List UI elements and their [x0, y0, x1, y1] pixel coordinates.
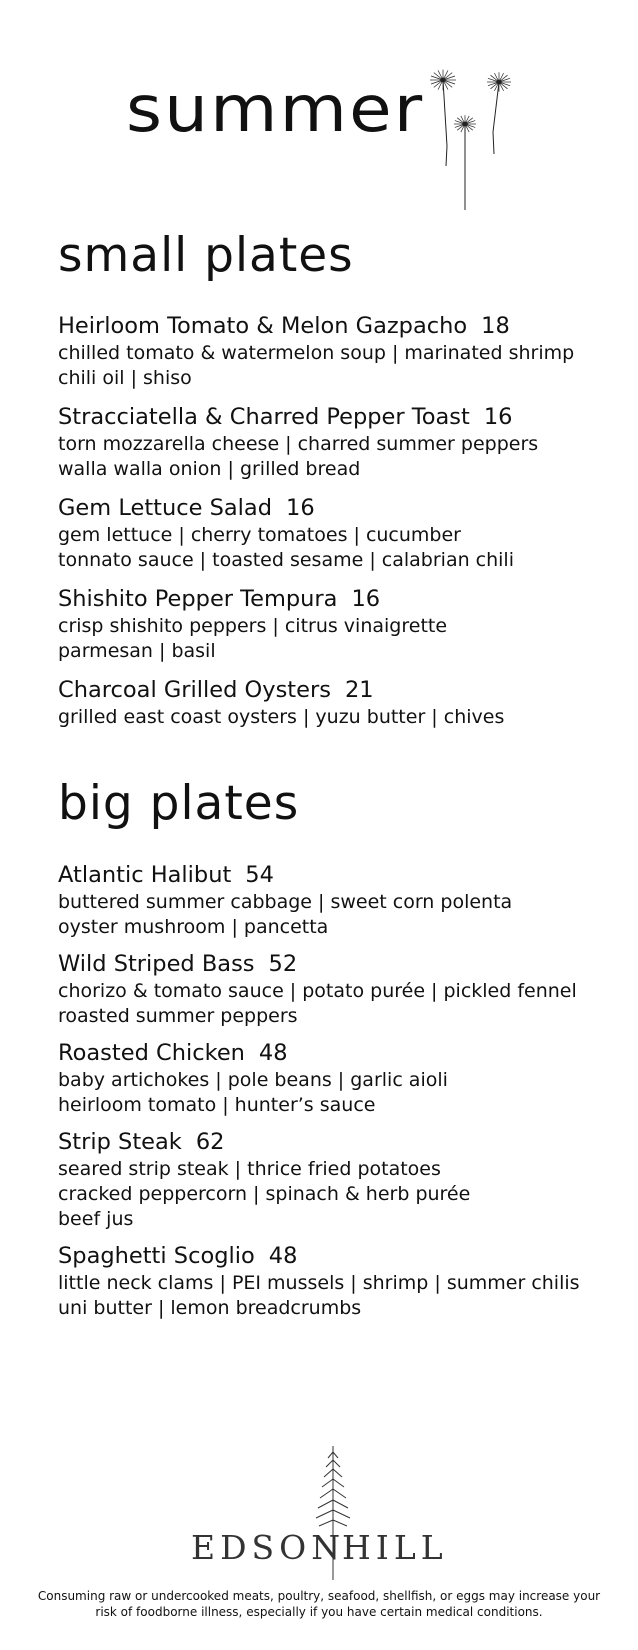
item-price: 16: [286, 495, 315, 521]
menu-item: [58, 312, 628, 391]
item-description: chilled tomato & watermelon soup | marinated shrimp: [58, 342, 575, 364]
menu-item: [58, 676, 628, 730]
item-description: parmesan | basil: [58, 640, 216, 662]
item-name: Stracciatella & Charred Pepper Toast: [58, 404, 470, 430]
item-price: 21: [344, 677, 374, 703]
item-price: 52: [268, 951, 298, 977]
menu-item: [58, 950, 628, 1029]
disclaimer-line: Consuming raw or undercooked meats, poultry, seafood, shellfish, or eggs may increase your: [37, 1589, 601, 1603]
logo-word-hill: HILL: [342, 1528, 448, 1567]
item-description: crisp shishito peppers | citrus vinaigrette: [58, 615, 448, 637]
item-name: Wild Striped Bass: [58, 951, 255, 977]
item-price: 16: [351, 586, 381, 612]
item-price: 48: [258, 1040, 288, 1066]
item-description: grilled east coast oysters | yuzu butter | chives: [58, 706, 505, 728]
item-price: 48: [268, 1243, 298, 1269]
item-name: Roasted Chicken: [58, 1040, 245, 1066]
big-plates-list: [58, 861, 628, 1321]
item-description: heirloom tomato | hunter’s sauce: [58, 1094, 376, 1116]
item-description: beef jus: [58, 1208, 134, 1230]
food-safety-disclaimer: [30, 1588, 608, 1620]
item-description: gem lettuce | cherry tomatoes | cucumber: [58, 524, 461, 546]
dandelion-illustration: [425, 66, 575, 212]
item-description: tonnato sauce | toasted sesame | calabrian chili: [58, 549, 514, 571]
item-price: 54: [245, 862, 274, 888]
item-description: little neck clams | PEI mussels | shrimp | summer chilis: [58, 1272, 580, 1294]
item-description: chorizo & tomato sauce | potato purée | pickled fennel: [58, 980, 577, 1002]
menu-item: [58, 494, 628, 573]
item-name: Spaghetti Scoglio: [58, 1243, 255, 1269]
menu-item: [58, 403, 628, 482]
item-name: Shishito Pepper Tempura: [58, 586, 338, 612]
menu-title: summer: [126, 73, 425, 147]
item-description: buttered summer cabbage | sweet corn polenta: [58, 891, 513, 913]
item-price: 62: [195, 1129, 225, 1155]
disclaimer-line: risk of foodborne illness, especially if you have certain medical conditions.: [95, 1605, 543, 1619]
item-price: 16: [483, 404, 513, 430]
logo-word-edson: EDSON: [191, 1528, 346, 1567]
item-description: torn mozzarella cheese | charred summer peppers: [58, 433, 539, 455]
menu-item: [58, 585, 628, 664]
item-description: cracked peppercorn | spinach & herb purée: [58, 1183, 471, 1205]
small-plates-heading: small plates: [58, 228, 354, 283]
item-description: oyster mushroom | pancetta: [58, 916, 329, 938]
item-price: 18: [481, 313, 510, 339]
menu-item: [58, 1039, 628, 1118]
item-description: chili oil | shiso: [58, 367, 192, 389]
item-name: Atlantic Halibut: [58, 862, 232, 888]
item-name: Strip Steak: [58, 1129, 182, 1155]
item-name: Heirloom Tomato & Melon Gazpacho: [58, 313, 468, 339]
item-description: seared strip steak | thrice fried potatoes: [58, 1158, 441, 1180]
item-description: baby artichokes | pole beans | garlic aioli: [58, 1069, 448, 1091]
menu-item: [58, 1242, 628, 1321]
big-plates-heading: big plates: [58, 776, 300, 831]
item-name: Charcoal Grilled Oysters: [58, 677, 331, 703]
item-description: walla walla onion | grilled bread: [58, 458, 361, 480]
menu-item: [58, 1128, 628, 1232]
item-name: Gem Lettuce Salad: [58, 495, 272, 521]
item-description: uni butter | lemon breadcrumbs: [58, 1297, 362, 1319]
small-plates-list: [58, 312, 628, 730]
item-description: roasted summer peppers: [58, 1005, 298, 1027]
menu-item: [58, 861, 628, 940]
